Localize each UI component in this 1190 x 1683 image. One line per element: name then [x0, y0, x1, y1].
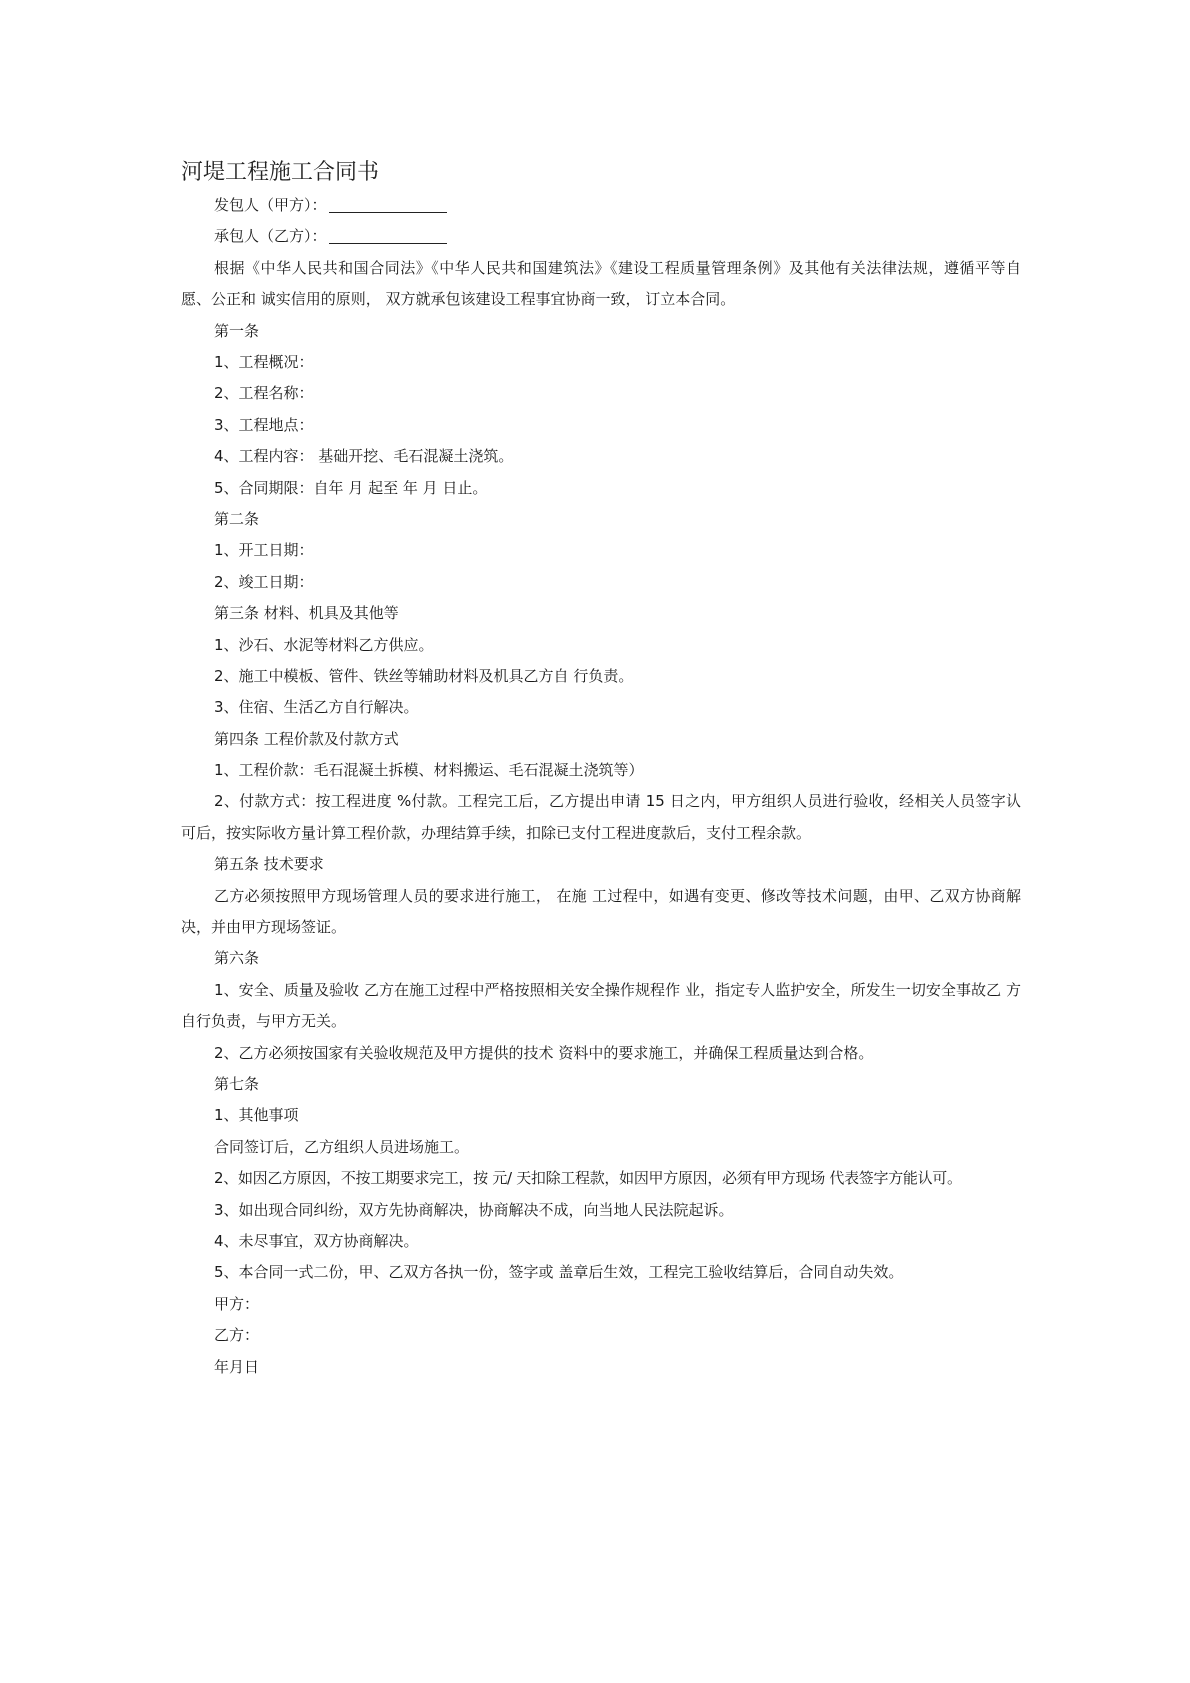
party-a-label: 发包人（甲方）：	[214, 196, 327, 214]
article-1-heading: 第一条	[214, 321, 260, 340]
article-1-item: 4、工程内容： 基础开挖、毛石混凝土浇筑。	[214, 447, 514, 466]
document-title: 河堤工程施工合同书	[181, 160, 380, 185]
contract-body	[181, 190, 1021, 1383]
article-3-item: 3、住宿、生活乙方自行解决。	[214, 698, 419, 717]
party-a-line	[181, 190, 1021, 221]
signature-date: 年月日	[214, 1357, 260, 1376]
article-4-item: 1、工程价款：毛石混凝土拆模、材料搬运、毛石混凝土浇筑等）	[214, 761, 644, 780]
article-1-item: 2、工程名称：	[214, 384, 314, 403]
article-7-item: 合同签订后，乙方组织人员进场施工。	[214, 1137, 470, 1156]
article-7-item: 4、未尽事宜，双方协商解决。	[214, 1232, 419, 1251]
signature-party-b: 乙方：	[214, 1326, 260, 1345]
party-b-label: 承包人（乙方）：	[214, 227, 327, 246]
article-1-item: 1、工程概况：	[214, 352, 314, 371]
article-6-heading: 第六条	[214, 949, 260, 968]
article-7-heading: 第七条	[214, 1075, 260, 1094]
article-2-item: 1、开工日期：	[214, 541, 314, 560]
article-1-item: 3、工程地点：	[214, 415, 314, 434]
article-6-item: 2、乙方必须按国家有关验收规范及甲方提供的技术 资料中的要求施工，并确保工程质量达到合格。	[214, 1043, 874, 1062]
article-2-heading: 第二条	[214, 509, 260, 528]
article-6-safety-paragraph: 1、安全、质量及验收 乙方在施工过程中严格按照相关安全操作规程作 业，指定专人监护安全，所发生一切安全事故乙 方自行负责，与甲方无关。	[181, 980, 1021, 1031]
article-3-item: 2、施工中模板、管件、铁丝等辅助材料及机具乙方自 行负责。	[214, 666, 634, 685]
party-b-line	[181, 221, 1021, 252]
party-b-blank	[329, 225, 447, 244]
article-3-heading: 第三条 材料、机具及其他等	[214, 604, 399, 623]
article-3-item: 1、沙石、水泥等材料乙方供应。	[214, 635, 434, 654]
signature-party-a: 甲方：	[214, 1294, 260, 1313]
article-5-paragraph: 乙方必须按照甲方现场管理人员的要求进行施工， 在施 工过程中，如遇有变更、修改等技术问题，由甲、乙双方协商解决，并由甲方现场签证。	[181, 886, 1021, 937]
article-4-payment-paragraph: 2、付款方式：按工程进度 %付款。工程完工后，乙方提出申请 15 日之内，甲方组织人员进行验收，经相关人员签字认可后，按实际收方量计算工程价款，办理结算手续，扣除已支付工程进度款后，支付工程余款。	[181, 792, 1021, 842]
article-7-item: 5、本合同一式二份，甲、乙双方各执一份，签字或 盖章后生效，工程完工验收结算后，合同自动失效。	[214, 1263, 904, 1282]
article-7-item: 1、其他事项	[214, 1106, 299, 1125]
article-2-item: 2、竣工日期：	[214, 572, 314, 591]
party-a-blank	[329, 194, 447, 213]
article-1-item: 5、合同期限：自年 月 起至 年 月 日止。	[214, 478, 488, 497]
article-7-item: 3、如出现合同纠纷，双方先协商解决，协商解决不成，向当地人民法院起诉。	[214, 1200, 734, 1219]
article-4-heading: 第四条 工程价款及付款方式	[214, 729, 399, 748]
article-5-heading: 第五条 技术要求	[214, 855, 324, 874]
article-7-item: 2、如因乙方原因，不按工期要求完工，按 元/ 天扣除工程款，如因甲方原因，必须有甲方现场 代表签字方能认可。	[214, 1169, 962, 1188]
preamble-paragraph: 根据《中华人民共和国合同法》《中华人民共和国建筑法》《建设工程质量管理条例》及其他有关法律法规，遵循平等自愿、公正和 诚实信用的原则， 双方就承包该建设工程事宜协商一致， 订立本合同。	[181, 258, 1021, 309]
